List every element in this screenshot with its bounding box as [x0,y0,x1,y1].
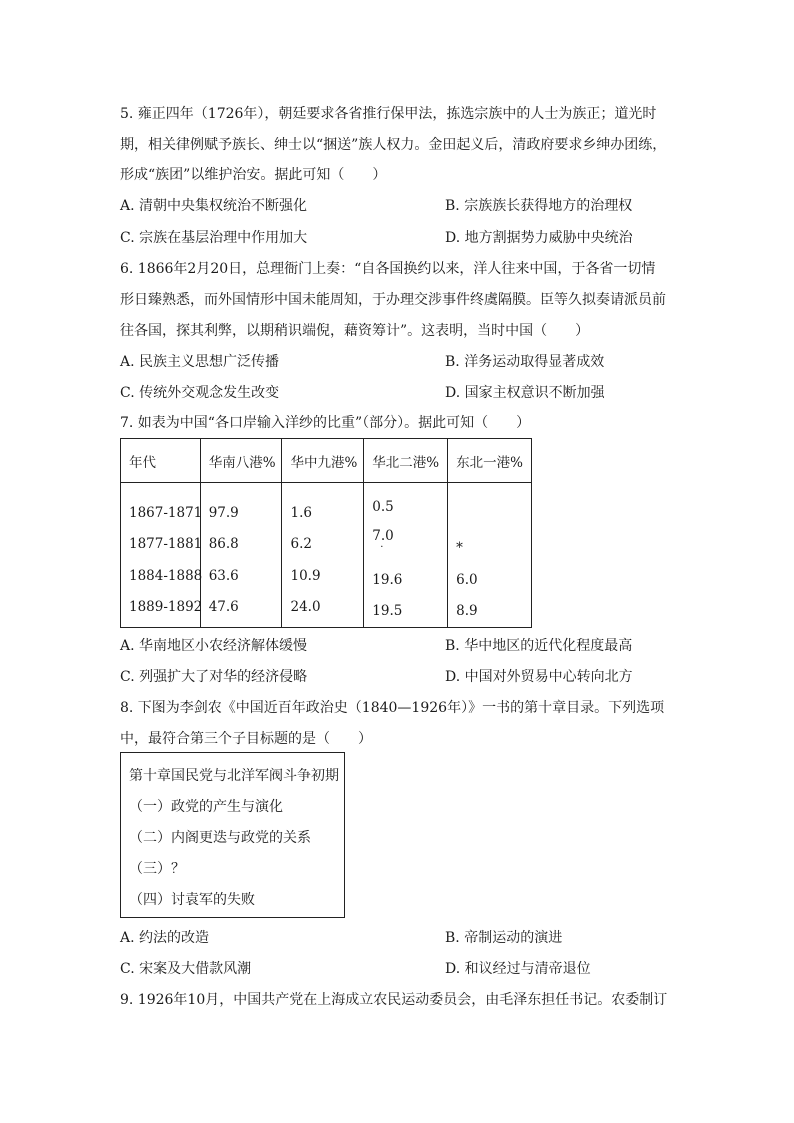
q5-stem-line-3: 形成“族团”以维护治安。据此可知（ ） [120,167,387,183]
toc-item: （四）讨袁军的失败 [129,892,255,908]
south8-value: 47.6 [208,599,239,615]
q8-stem-line-2: 中，最符合第三个子目标题的是（ ） [120,731,372,747]
central9-value: 6.2 [290,536,312,552]
table-header-row [121,439,532,483]
yarn-import-table [120,438,532,628]
q6-stem-line-1: 6. 1866年2月20日，总理衙门上奏：“自各国换约以来，洋人往来中国，于各省一切情 [120,261,656,277]
year-value: 1877-1881 [129,536,203,552]
q5-option-a: A. 清朝中央集权统治不断强化 [120,198,308,214]
table-row [121,483,532,628]
q8-option-b: B. 帝制运动的演进 [445,930,563,946]
toc-item: （一）政党的产生与演化 [129,799,283,815]
northeast1-value: 6.0 [456,572,478,588]
table-cell-years [121,483,201,628]
q6-option-b: B. 洋务运动取得显著成效 [445,354,605,370]
table-header-cell: 年代 [121,439,201,483]
south8-value: 86.8 [208,536,239,552]
table-cell-northeast1 [448,483,532,628]
q7-option-d: D. 中国对外贸易中心转向北方 [445,669,633,685]
toc-item: （三）？ [129,861,185,877]
south8-value: 63.6 [208,568,239,584]
table-cell-central9 [282,483,364,628]
q5-stem-line-2: 期，相关律例赋予族长、绅士以“捆送”族人权力。金田起义后，清政府要求乡绅办团练， [120,137,667,153]
q5-stem-line-1: 5. 雍正四年（1726年），朝廷要求各省推行保甲法，拣选宗族中的人士为族正；道光时 [120,106,657,122]
north2-value: 0.5 [372,499,394,515]
q6-option-c: C. 传统外交观念发生改变 [120,385,280,401]
q5-option-b: B. 宗族族长获得地方的治理权 [445,198,633,214]
north2-value: 19.5 [372,603,403,619]
table-header-cell: 华南八港% [200,439,282,483]
table-header-cell: 华北二港% [364,439,448,483]
year-value: 1889-1892 [129,599,203,615]
central9-value: 1.6 [290,505,312,521]
year-value: 1884-1888 [129,568,203,584]
q6-option-d: D. 国家主权意识不断加强 [445,385,605,401]
q8-option-d: D. 和议经过与清帝退位 [445,961,591,977]
q6-option-a: A. 民族主义思想广泛传播 [120,354,280,370]
q7-stem-line-1: 7. 如表为中国“各口岸输入洋纱的比重”（部分）。据此可知（ ） [120,415,531,431]
year-value: 1867-1871 [129,505,203,521]
q5-option-d: D. 地方割据势力威胁中央统治 [445,230,633,246]
table-header-cell: 东北一港% [448,439,532,483]
north2-value: 19.6 [372,572,403,588]
central9-value: 10.9 [290,568,321,584]
northeast1-value: 8.9 [456,603,478,619]
q8-stem-line-1: 8. 下图为李剑农《中国近百年政治史（1840—1926年）》一书的第十章目录。下列选项 [120,700,665,716]
toc-title: 第十章国民党与北洋军阀斗争初期 [129,768,339,784]
q8-option-a: A. 约法的改造 [120,930,210,946]
south8-value: 97.9 [208,505,239,521]
north2-dot-mark: · [380,542,384,553]
toc-item: （二）内阁更迭与政党的关系 [129,830,311,846]
northeast1-value: * [456,540,463,556]
table-cell-north2 [364,483,448,628]
chapter-toc-box [120,752,345,918]
q8-option-c: C. 宋案及大借款风潮 [120,961,252,977]
central9-value: 24.0 [290,599,321,615]
q5-option-c: C. 宗族在基层治理中作用加大 [120,230,308,246]
q7-option-c: C. 列强扩大了对华的经济侵略 [120,669,308,685]
q7-option-a: A. 华南地区小农经济解体缓慢 [120,638,308,654]
north2-value: 7.0 [372,528,394,544]
table-header-cell: 华中九港% [282,439,364,483]
q7-option-b: B. 华中地区的近代化程度最高 [445,638,633,654]
q9-stem-line-1: 9. 1926年10月，中国共产党在上海成立农民运动委员会，由毛泽东担任书记。农委制订 [120,992,668,1008]
q6-stem-line-3: 往各国，探其利弊，以期稍识端倪，藉资筹计”。这表明，当时中国（ ） [120,323,590,339]
table-cell-south8 [200,483,282,628]
q6-stem-line-2: 形日臻熟悉，而外国情形中国未能周知，于办理交涉事件终虞隔膜。臣等久拟奏请派员前 [120,292,666,308]
